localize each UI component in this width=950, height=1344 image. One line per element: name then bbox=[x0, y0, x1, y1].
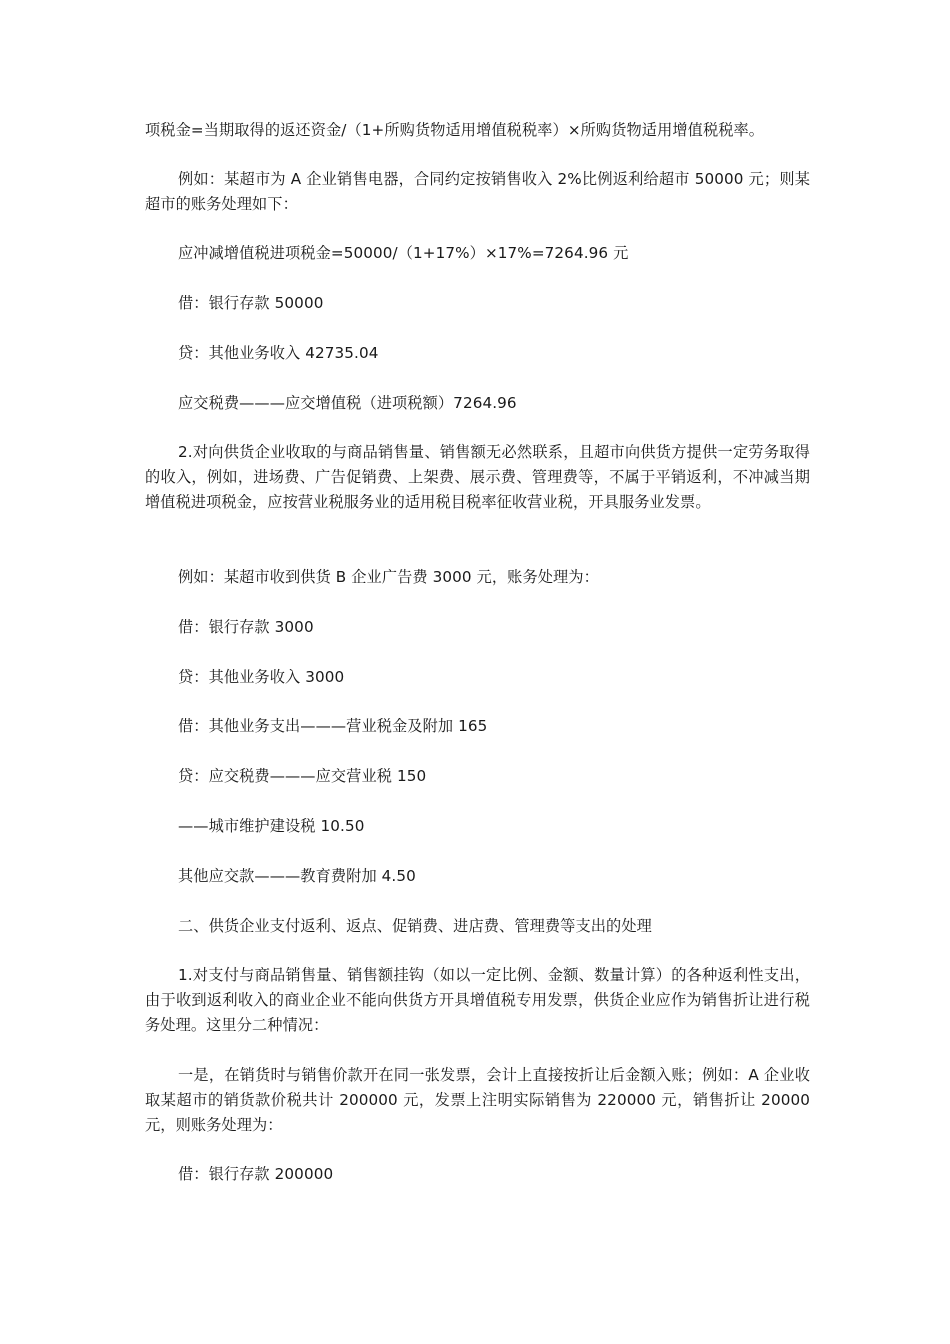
offset-tax-calculation: 应冲减增值税进项税金=50000/（1+17%）×17%=7264.96 元 bbox=[178, 244, 629, 262]
urban-construction-tax-entry: ——城市维护建设税 10.50 bbox=[178, 817, 365, 835]
debit-business-tax-entry: 借：其他业务支出———营业税金及附加 165 bbox=[178, 717, 488, 735]
section-two-heading: 二、供货企业支付返利、返点、促销费、进店费、管理费等支出的处理 bbox=[178, 917, 652, 935]
advertising-fee-example: 例如：某超市收到供货 B 企业广告费 3000 元，账务处理为： bbox=[178, 568, 599, 586]
supplier-fee-income-paragraph: 2.对向供货企业收取的与商品销售量、销售额无必然联系，且超市向供货方提供一定劳务取得的收入，例如，进场费、广告促销费、上架费、展示费、管理费等，不属于平销返利，不冲减当期增值税进项税金，应按营业税服务业的适用税目税率征收营业税，开具服务业发票。 bbox=[145, 443, 810, 511]
same-invoice-discount-paragraph: 一是，在销货时与销售价款开在同一张发票，会计上直接按折让后金额入账；例如：A 企业收取某超市的销货款价税共计 200000 元，发票上注明实际销售为 220000 元，销售折让 20000 元，则账务处理为： bbox=[145, 1066, 810, 1134]
rebate-expense-paragraph: 1.对支付与商品销售量、销售额挂钩（如以一定比例、金额、数量计算）的各种返利性支出，由于收到返利收入的商业企业不能向供货方开具增值税专用发票，供货企业应作为销售折让进行税务处理。这里分二种情况： bbox=[145, 966, 810, 1034]
debit-bank-200000-entry: 借：银行存款 200000 bbox=[178, 1165, 334, 1183]
example-rebate-paragraph: 例如：某超市为 A 企业销售电器，合同约定按销售收入 2%比例返利给超市 50000 元；则某超市的账务处理如下： bbox=[145, 170, 810, 213]
credit-other-income-entry: 贷：其他业务收入 42735.04 bbox=[178, 344, 379, 362]
debit-bank-deposit-entry: 借：银行存款 50000 bbox=[178, 294, 324, 312]
formula-continuation-line: 项税金=当期取得的返还资金/（1+所购货物适用增值税税率）×所购货物适用增值税税率。 bbox=[145, 121, 765, 139]
education-surcharge-entry: 其他应交款———教育费附加 4.50 bbox=[178, 867, 416, 885]
vat-input-tax-entry: 应交税费———应交增值税（进项税额）7264.96 bbox=[178, 394, 517, 412]
debit-bank-3000-entry: 借：银行存款 3000 bbox=[178, 618, 314, 636]
credit-business-tax-payable-entry: 贷：应交税费———应交营业税 150 bbox=[178, 767, 427, 785]
credit-other-income-3000-entry: 贷：其他业务收入 3000 bbox=[178, 668, 345, 686]
